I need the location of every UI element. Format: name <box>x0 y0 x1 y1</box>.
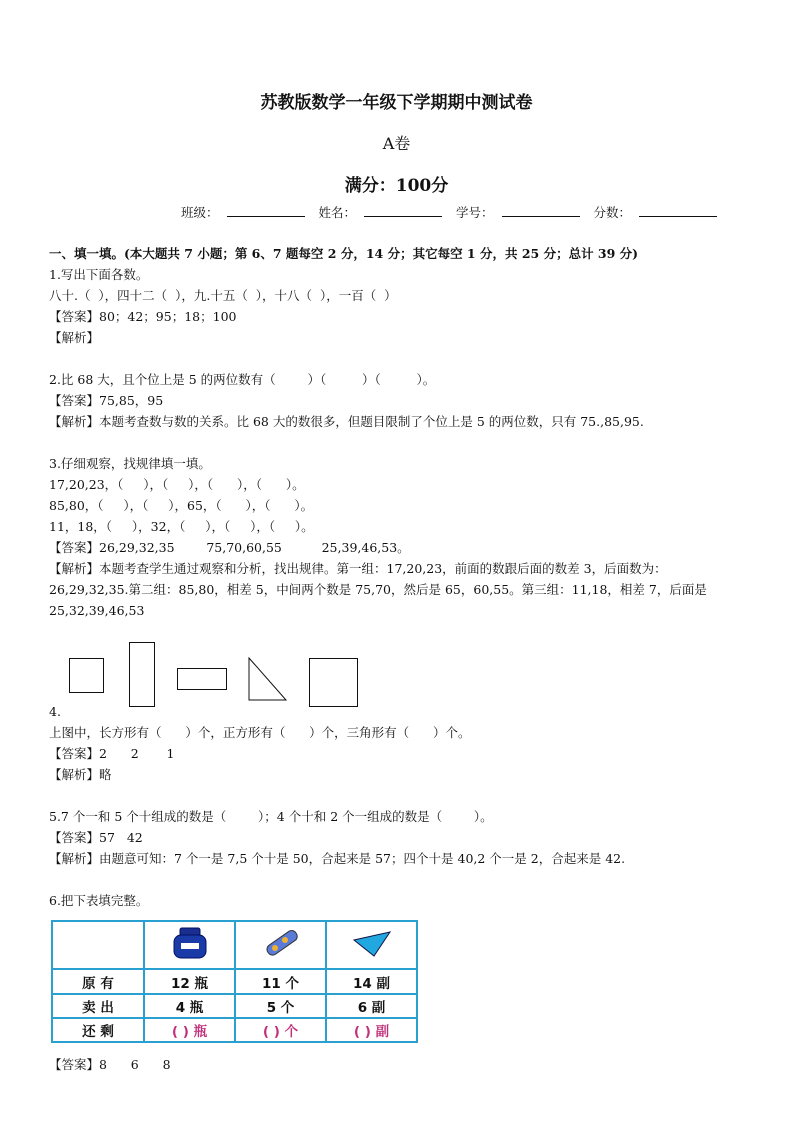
row-label: 原 有 <box>52 969 144 994</box>
table-cell: 12 瓶 <box>144 969 235 994</box>
q4-analysis: 【解析】略 <box>49 767 112 782</box>
q5-analysis: 【解析】由题意可知：7 个一是 7,5 个十是 50，合起来是 57；四个十是 40,2 个一是 2，合起来是 42. <box>49 851 626 866</box>
ink-bottle-icon <box>144 921 235 969</box>
blank-cell: ( ) 个 <box>235 1018 326 1042</box>
name-field[interactable] <box>364 203 442 217</box>
q4-number: 4. <box>49 704 61 719</box>
score-field[interactable] <box>639 203 717 217</box>
row-label: 还 剩 <box>52 1018 144 1042</box>
q4-answer: 【答案】2 2 1 <box>49 746 175 761</box>
student-info-row <box>181 203 723 221</box>
row-label: 卖 出 <box>52 994 144 1018</box>
q6-stem: 6.把下表填完整。 <box>49 893 149 908</box>
q2-stem: 2.比 68 大，且个位上是 5 的两位数有（ ）（ ）（ ）。 <box>49 372 436 387</box>
q3-line: 85,80，（ ），（ ），65，（ ），（ ）。 <box>49 498 314 513</box>
tall-rectangle-shape <box>129 642 155 707</box>
table-cell: 5 个 <box>235 994 326 1018</box>
q3-analysis: 【解析】本题考查学生通过观察和分析，找出规律。第一组：17,20,23，前面的数跟后面的数差 3，后面数为： <box>49 561 667 576</box>
wide-rectangle-shape <box>177 668 227 690</box>
full-score: 满分：100分 <box>344 176 449 196</box>
set-square-icon <box>326 921 417 969</box>
q1-analysis: 【解析】 <box>49 330 100 345</box>
q2-answer: 【答案】75,85，95 <box>49 393 164 408</box>
section-heading: 一、填一填。(本大题共 7 小题；第 6、7 题每空 2 分，14 分；其它每空 1 分，共 25 分；总计 39 分) <box>49 246 639 261</box>
q2-analysis: 【解析】本题考查数与数的关系。比 68 大的数很多，但题目限制了个位上是 5 的两位数，只有 75.,85,95. <box>49 414 644 429</box>
q3-analysis: 26,29,32,35.第二组：85,80，相差 5，中间两个数是 75,70，然后是 65，60,55。第三组：11,18，相差 7，后面是 <box>49 582 707 597</box>
q3-line: 17,20,23，（ ），（ ），（ ），（ ）。 <box>49 477 305 492</box>
class-label: 班级： <box>181 205 219 220</box>
square-shape <box>69 658 104 693</box>
blank-cell: ( ) 副 <box>326 1018 417 1042</box>
triangle-shape <box>248 657 288 701</box>
q4-stem: 上图中，长方形有（ ）个，正方形有（ ）个，三角形有（ ）个。 <box>49 725 471 740</box>
q6-table <box>51 920 418 1043</box>
table-cell: 14 副 <box>326 969 417 994</box>
table-cell: 4 瓶 <box>144 994 235 1018</box>
q1-stem: 1.写出下面各数。 <box>49 267 149 282</box>
q6-answer: 【答案】8 6 8 <box>49 1057 171 1072</box>
score-label: 分数： <box>593 205 632 220</box>
pencil-case-icon <box>235 921 326 969</box>
q3-answer: 【答案】26,29,32,35 75,70,60,55 25,39,46,53。 <box>49 540 410 555</box>
q5-stem: 5.7 个一和 5 个十组成的数是（ ）；4 个十和 2 个一组成的数是（ ）。 <box>49 809 493 824</box>
page-title: 苏教版数学一年级下学期期中测试卷 <box>260 93 533 113</box>
q3-line: 11，18，（ ），32，（ ），（ ），（ ）。 <box>49 519 314 534</box>
blank-cell: ( ) 瓶 <box>144 1018 235 1042</box>
q3-analysis: 25,32,39,46,53 <box>49 603 145 618</box>
q3-stem: 3.仔细观察，找规律填一填。 <box>49 456 211 471</box>
id-field[interactable] <box>502 203 580 217</box>
id-label: 学号： <box>456 205 494 220</box>
q1-answer: 【答案】80；42；95；18；100 <box>49 309 237 324</box>
class-field[interactable] <box>227 203 305 217</box>
large-square-shape <box>309 658 358 707</box>
name-label: 姓名： <box>318 205 357 220</box>
paper-version: A卷 <box>382 134 411 153</box>
table-cell: 6 副 <box>326 994 417 1018</box>
table-cell: 11 个 <box>235 969 326 994</box>
q5-answer: 【答案】57 42 <box>49 830 143 845</box>
q1-line: 八十.（ ），四十二（ ），九.十五（ ），十八（ ），一百（ ） <box>49 288 397 303</box>
empty-header-cell <box>52 921 144 969</box>
